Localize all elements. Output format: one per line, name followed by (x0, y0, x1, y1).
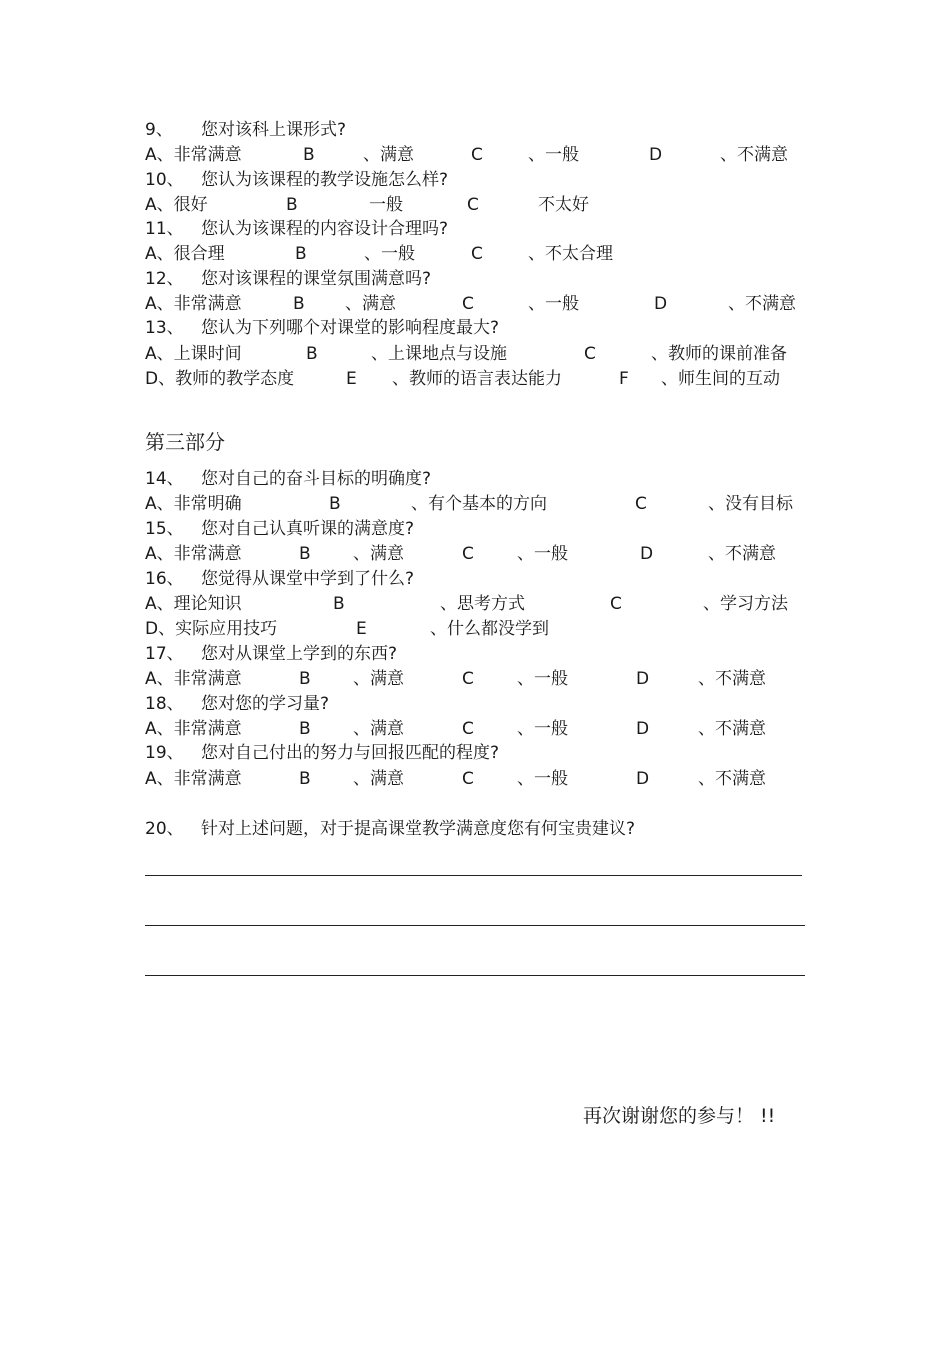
option-d: D、教师的教学态度 (145, 369, 295, 389)
option-letter-f: F (619, 369, 629, 389)
option-letter-d: D (640, 544, 654, 564)
option-c: 、一般 (517, 544, 568, 564)
question-number: 13、 (145, 318, 184, 338)
option-d: D、实际应用技巧 (145, 619, 278, 639)
option-b: 、满意 (345, 294, 396, 314)
option-b: 、上课地点与设施 (371, 344, 507, 364)
question-text: 您对从课堂上学到的东西? (201, 644, 398, 664)
answer-line[interactable] (145, 975, 805, 976)
option-a: A、很好 (145, 195, 208, 215)
option-f: 、师生间的互动 (661, 369, 780, 389)
question-text: 您认为下列哪个对课堂的影响程度最大? (201, 318, 500, 338)
question-text: 您对您的学习量? (201, 694, 330, 714)
section-title: 第三部分 (145, 430, 225, 454)
question-text: 针对上述问题，对于提高课堂教学满意度您有何宝贵建议? (201, 819, 636, 839)
option-letter-c: C (635, 494, 647, 514)
option-c: 、一般 (528, 145, 579, 165)
answer-line[interactable] (145, 925, 805, 926)
option-letter-b: B (306, 344, 318, 364)
question-text: 您认为该课程的教学设施怎么样? (201, 170, 449, 190)
option-b: 、有个基本的方向 (411, 494, 547, 514)
question-number: 12、 (145, 269, 184, 289)
option-letter-c: C (462, 544, 474, 564)
option-a: A、非常满意 (145, 145, 242, 165)
option-letter-c: C (471, 244, 483, 264)
option-c: 、一般 (528, 294, 579, 314)
option-letter-c: C (462, 769, 474, 789)
option-c: 、一般 (517, 769, 568, 789)
option-a: A、上课时间 (145, 344, 242, 364)
question-number: 19、 (145, 743, 184, 763)
option-c: 、不太合理 (528, 244, 613, 264)
option-b: 、满意 (353, 544, 404, 564)
question-text: 您对该科上课形式? (201, 120, 347, 140)
option-letter-b: B (333, 594, 345, 614)
option-a: A、非常明确 (145, 494, 242, 514)
option-letter-b: B (303, 145, 315, 165)
question-number: 15、 (145, 519, 184, 539)
question-number: 9、 (145, 120, 173, 140)
question-number: 18、 (145, 694, 184, 714)
option-b: 、满意 (353, 719, 404, 739)
option-letter-b: B (299, 719, 311, 739)
option-a: A、非常满意 (145, 719, 242, 739)
question-number: 17、 (145, 644, 184, 664)
option-c: 、学习方法 (703, 594, 788, 614)
question-text: 您对自己认真听课的满意度? (201, 519, 415, 539)
question-text: 您认为该课程的内容设计合理吗? (201, 219, 449, 239)
option-b: 、满意 (353, 669, 404, 689)
option-d: 、不满意 (708, 544, 776, 564)
option-d: 、不满意 (698, 669, 766, 689)
option-letter-c: C (462, 719, 474, 739)
question-text: 您对自己付出的努力与回报匹配的程度? (201, 743, 500, 763)
option-letter-b: B (329, 494, 341, 514)
option-letter-b: B (293, 294, 305, 314)
option-letter-b: B (299, 769, 311, 789)
option-letter-b: B (295, 244, 307, 264)
question-number: 10、 (145, 170, 184, 190)
option-a: A、非常满意 (145, 294, 242, 314)
option-letter-c: C (462, 669, 474, 689)
option-b: 、思考方式 (440, 594, 525, 614)
option-letter-b: B (299, 544, 311, 564)
option-letter-c: C (467, 195, 479, 215)
option-b: 一般 (369, 195, 403, 215)
option-a: A、非常满意 (145, 544, 242, 564)
option-a: A、非常满意 (145, 769, 242, 789)
question-text: 您对自己的奋斗目标的明确度? (201, 469, 432, 489)
option-c: 、没有目标 (708, 494, 793, 514)
option-a: A、非常满意 (145, 669, 242, 689)
option-a: A、很合理 (145, 244, 225, 264)
option-c: 、教师的课前准备 (651, 344, 787, 364)
option-d: 、不满意 (728, 294, 796, 314)
option-b: 、满意 (353, 769, 404, 789)
option-letter-b: B (286, 195, 298, 215)
option-letter-c: C (462, 294, 474, 314)
option-letter-d: D (636, 769, 650, 789)
option-letter-c: C (610, 594, 622, 614)
option-letter-b: B (299, 669, 311, 689)
option-b: 、满意 (363, 145, 414, 165)
option-letter-d: D (636, 669, 650, 689)
option-d: 、不满意 (720, 145, 788, 165)
option-letter-d: D (649, 145, 663, 165)
option-letter-c: C (584, 344, 596, 364)
question-text: 您觉得从课堂中学到了什么? (201, 569, 415, 589)
question-text: 您对该课程的课堂氛围满意吗? (201, 269, 432, 289)
closing-thanks: 再次谢谢您的参与！ !! (583, 1105, 776, 1127)
option-letter-e: E (346, 369, 357, 389)
question-number: 14、 (145, 469, 184, 489)
option-e: 、教师的语言表达能力 (392, 369, 562, 389)
option-e: 、什么都没学到 (430, 619, 549, 639)
option-a: A、理论知识 (145, 594, 242, 614)
option-letter-d: D (654, 294, 668, 314)
question-number: 11、 (145, 219, 184, 239)
option-c: 、一般 (517, 719, 568, 739)
question-number: 20、 (145, 819, 184, 839)
option-b: 、一般 (364, 244, 415, 264)
option-c: 、一般 (517, 669, 568, 689)
option-letter-e: E (356, 619, 367, 639)
option-d: 、不满意 (698, 769, 766, 789)
question-number: 16、 (145, 569, 184, 589)
option-letter-d: D (636, 719, 650, 739)
option-letter-c: C (471, 145, 483, 165)
option-c: 不太好 (538, 195, 589, 215)
answer-line[interactable] (145, 875, 802, 876)
option-d: 、不满意 (698, 719, 766, 739)
